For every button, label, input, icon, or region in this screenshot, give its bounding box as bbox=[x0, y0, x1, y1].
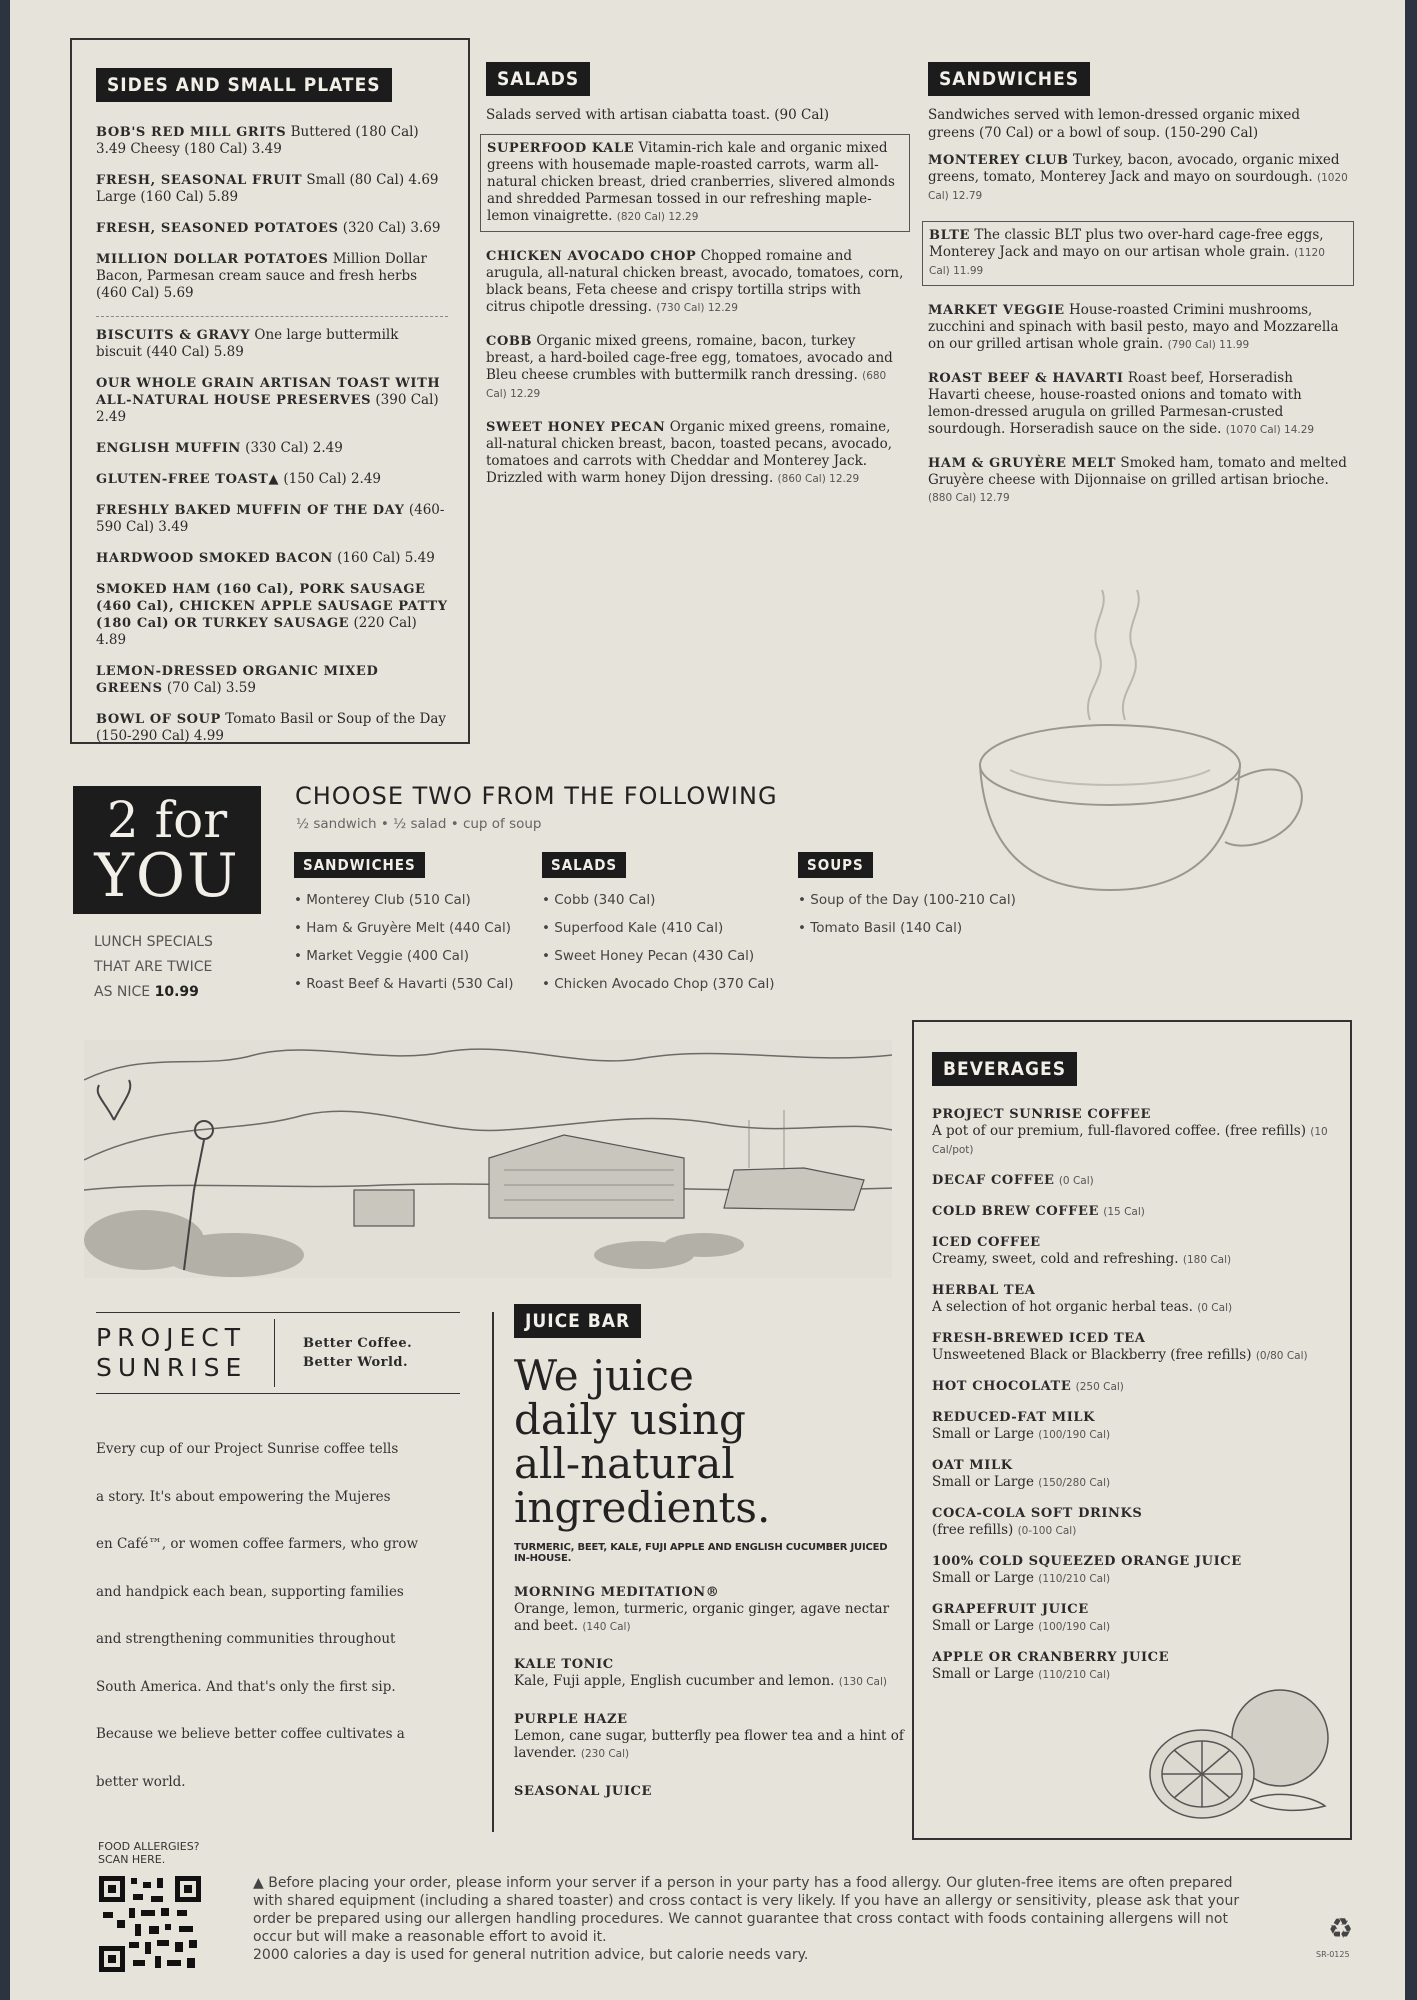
beverage-item bbox=[932, 1330, 1332, 1365]
sandwich-item-price: (790 Cal) 11.99 bbox=[1167, 339, 1250, 351]
juice-subline: TURMERIC, BEET, KALE, FUJI APPLE AND ENGLISH CUCUMBER JUICED IN-HOUSE. bbox=[514, 1542, 888, 1564]
sandwich-item-name: ROAST BEEF & HAVARTI bbox=[928, 371, 1124, 386]
beverage-item bbox=[932, 1234, 1332, 1269]
project-sunrise-section bbox=[96, 1312, 460, 1806]
two-for-you-title: CHOOSE TWO FROM THE FOLLOWING bbox=[295, 782, 778, 810]
beverages-header: BEVERAGES bbox=[932, 1052, 1077, 1086]
recycle-icon: ♻ bbox=[1328, 1912, 1354, 1945]
project-line: en Café™, or women coffee farmers, who grow bbox=[96, 1536, 419, 1552]
two-for-you-soups bbox=[798, 852, 1016, 942]
sandwich-item-desc: Smoked ham, tomato and melted Gruyère cheese with Dijonnaise on grilled artisan brioche. bbox=[928, 455, 1347, 488]
juice-item-desc: Kale, Fuji apple, English cucumber and lemon. bbox=[514, 1673, 835, 1689]
beverage-name: COCA-COLA SOFT DRINKS bbox=[932, 1506, 1143, 1521]
salads-list bbox=[486, 134, 904, 488]
juice-item bbox=[514, 1783, 904, 1800]
footnote-line: ▲ Before placing your order, please inform your server if a person in your party has a food allergy. Our gluten-free items are often prepared bbox=[253, 1875, 1233, 1891]
side-item-detail: (70 Cal) 3.59 bbox=[166, 680, 256, 696]
beverage-cal: (100/190 Cal) bbox=[1038, 1429, 1111, 1441]
salad-item-price: (860 Cal) 12.29 bbox=[777, 473, 860, 485]
tfy-soups-header: SOUPS bbox=[798, 852, 873, 878]
juice-bar-header: JUICE BAR bbox=[514, 1304, 641, 1338]
coffee-farm-illustration bbox=[84, 1040, 892, 1278]
juice-item-cal: (130 Cal) bbox=[838, 1676, 887, 1688]
beverage-item bbox=[932, 1601, 1332, 1636]
sides-list bbox=[96, 124, 448, 745]
side-item-name: SMOKED HAM (160 Cal), PORK SAUSAGE (460 Cal), CHICKEN APPLE SAUSAGE PATTY (180 Cal) OR TURKEY SAUSAGE bbox=[96, 582, 448, 631]
salad-item-desc: Organic mixed greens, romaine, all-natural chicken breast, bacon, toasted pecans, avocado, tomatoes and carrots with Cheddar and Monterey Jack. Drizzled with warm honey Dijon dressing. bbox=[486, 419, 893, 486]
side-item bbox=[96, 711, 448, 745]
beverage-name: PROJECT SUNRISE COFFEE bbox=[932, 1107, 1151, 1122]
juice-item bbox=[514, 1584, 904, 1636]
two-for-you-salads bbox=[542, 852, 775, 998]
project-title bbox=[96, 1319, 275, 1387]
sandwich-item-price: (1020 Cal) 12.79 bbox=[928, 172, 1348, 202]
side-item bbox=[96, 581, 448, 649]
juice-headline-2: daily using bbox=[514, 1395, 746, 1444]
beverage-item bbox=[932, 1649, 1332, 1684]
project-line: and strengthening communities throughout bbox=[96, 1631, 396, 1647]
side-item bbox=[96, 550, 448, 567]
project-description bbox=[96, 1426, 460, 1806]
allergy-prompt bbox=[98, 1840, 200, 1866]
beverages-panel bbox=[912, 1020, 1352, 1840]
beverage-cal: (150/280 Cal) bbox=[1038, 1477, 1111, 1489]
beverage-item bbox=[932, 1505, 1332, 1540]
beverage-cal: (250 Cal) bbox=[1075, 1381, 1124, 1393]
salad-item bbox=[480, 134, 910, 232]
beverage-cal: (10 Cal/pot) bbox=[932, 1126, 1328, 1156]
side-item bbox=[96, 124, 448, 158]
footnote-line: with shared equipment (including a shared toaster) and cross contact is very likely. If you have an allergy or sensitivity, please ask that your bbox=[253, 1893, 1240, 1909]
project-line: Every cup of our Project Sunrise coffee tells bbox=[96, 1441, 399, 1457]
tfy-option: • Sweet Honey Pecan (430 Cal) bbox=[542, 948, 755, 964]
juice-item-detail bbox=[514, 1601, 904, 1636]
project-title-block bbox=[96, 1312, 460, 1394]
menu-page bbox=[10, 0, 1405, 2000]
side-item bbox=[96, 251, 448, 302]
side-item-detail: (160 Cal) 5.49 bbox=[337, 550, 435, 566]
juice-headline-3: all-natural bbox=[514, 1439, 735, 1488]
salad-item-price: (730 Cal) 12.29 bbox=[656, 302, 738, 314]
beverage-cal: (15 Cal) bbox=[1103, 1206, 1145, 1218]
project-line: Because we believe better coffee cultivates a bbox=[96, 1726, 405, 1742]
juice-bar-section bbox=[514, 1304, 904, 1820]
side-item-name: LEMON-DRESSED ORGANIC MIXED GREENS bbox=[96, 664, 379, 696]
tfy-option: • Monterey Club (510 Cal) bbox=[294, 892, 471, 908]
sandwich-item-name: MARKET VEGGIE bbox=[928, 303, 1065, 318]
side-item-name: ENGLISH MUFFIN bbox=[96, 441, 241, 456]
beverage-name: ICED COFFEE bbox=[932, 1235, 1041, 1250]
juice-item-desc: Orange, lemon, turmeric, organic ginger, agave nectar and beet. bbox=[514, 1601, 890, 1634]
juice-item-cal: (230 Cal) bbox=[580, 1748, 630, 1760]
tfy-soups-list bbox=[798, 886, 1016, 942]
salad-item bbox=[486, 419, 904, 488]
sandwich-item-price: (1070 Cal) 14.29 bbox=[1225, 424, 1315, 436]
beverage-cal: (0 Cal) bbox=[1197, 1302, 1233, 1314]
sides-panel bbox=[70, 38, 470, 744]
tagline-line-1: LUNCH SPECIALS bbox=[94, 934, 213, 950]
side-item-detail: (330 Cal) 2.49 bbox=[245, 440, 343, 456]
juice-item bbox=[514, 1711, 904, 1763]
beverage-name: APPLE OR CRANBERRY JUICE bbox=[932, 1650, 1170, 1665]
juice-item-name: PURPLE HAZE bbox=[514, 1712, 628, 1727]
salads-intro: Salads served with artisan ciabatta toast. (90 Cal) bbox=[486, 107, 829, 123]
footnote-line: 2000 calories a day is used for general nutrition advice, but calorie needs vary. bbox=[253, 1947, 809, 1963]
logo-line-1: 2 for bbox=[106, 791, 228, 849]
sandwich-item-name: MONTEREY CLUB bbox=[928, 153, 1069, 168]
beverage-item bbox=[932, 1553, 1332, 1588]
beverage-name: DECAF COFFEE bbox=[932, 1173, 1055, 1188]
project-title-line-1: PROJECT bbox=[96, 1323, 247, 1352]
side-item-name: FRESH, SEASONAL FRUIT bbox=[96, 173, 303, 188]
tagline-line-2: THAT ARE TWICE bbox=[94, 959, 213, 975]
side-item bbox=[96, 375, 448, 426]
salad-item-name: COBB bbox=[486, 334, 533, 349]
tagline-line-3: AS NICE 10.99 bbox=[94, 984, 199, 1000]
coffee-cup-illustration bbox=[970, 580, 1360, 900]
side-item-detail: (320 Cal) 3.69 bbox=[342, 220, 441, 236]
side-item bbox=[96, 471, 448, 488]
salads-section bbox=[486, 62, 904, 504]
sandwiches-section bbox=[928, 62, 1348, 523]
side-item-name: FRESHLY BAKED MUFFIN OF THE DAY bbox=[96, 503, 405, 518]
side-item-detail: (220 Cal) 4.89 bbox=[96, 615, 417, 648]
side-item-detail: Buttered (180 Cal) 3.49 Cheesy (180 Cal) 3.49 bbox=[96, 124, 419, 157]
sides-header: SIDES AND SMALL PLATES bbox=[96, 68, 392, 102]
project-tagline-2: Better World. bbox=[303, 1355, 409, 1370]
tfy-option: • Ham & Gruyère Melt (440 Cal) bbox=[294, 920, 511, 936]
juice-item-name: MORNING MEDITATION® bbox=[514, 1585, 720, 1600]
salad-item bbox=[486, 248, 904, 317]
tfy-salads-header: SALADS bbox=[542, 852, 626, 878]
salad-item-name: CHICKEN AVOCADO CHOP bbox=[486, 249, 697, 264]
beverage-desc: (free refills) bbox=[932, 1522, 1014, 1538]
beverage-desc: Small or Large bbox=[932, 1426, 1034, 1442]
beverage-name: COLD BREW COFFEE bbox=[932, 1204, 1099, 1219]
sandwich-item-price: (880 Cal) 12.79 bbox=[928, 492, 1010, 504]
sandwiches-header: SANDWICHES bbox=[928, 62, 1090, 96]
beverage-item bbox=[932, 1457, 1332, 1492]
tfy-option: • Cobb (340 Cal) bbox=[542, 892, 656, 908]
sandwich-item-desc: Turkey, bacon, avocado, organic mixed greens, tomato, Monterey Jack and mayo on sourdough. bbox=[928, 152, 1340, 185]
tfy-option: • Tomato Basil (140 Cal) bbox=[798, 920, 963, 936]
juice-item-name: KALE TONIC bbox=[514, 1657, 614, 1672]
side-item-name: BISCUITS & GRAVY bbox=[96, 328, 251, 343]
beverage-item bbox=[932, 1172, 1332, 1190]
sandwich-item bbox=[928, 302, 1348, 354]
sandwich-item bbox=[928, 455, 1348, 507]
beverage-name: HERBAL TEA bbox=[932, 1283, 1036, 1298]
side-item-name: HARDWOOD SMOKED BACON bbox=[96, 551, 333, 566]
side-item-detail: Million Dollar Bacon, Parmesan cream sauce and fresh herbs (460 Cal) 5.69 bbox=[96, 251, 427, 301]
side-item bbox=[96, 440, 448, 457]
beverage-name: 100% COLD SQUEEZED ORANGE JUICE bbox=[932, 1554, 1242, 1569]
side-item bbox=[96, 220, 448, 237]
beverage-cal: (110/210 Cal) bbox=[1038, 1573, 1111, 1585]
beverage-desc: Small or Large bbox=[932, 1618, 1034, 1634]
beverage-item bbox=[932, 1378, 1332, 1396]
beverage-cal: (0-100 Cal) bbox=[1017, 1525, 1077, 1537]
tfy-sandwiches-list bbox=[294, 886, 514, 998]
beverage-cal: (0/80 Cal) bbox=[1255, 1350, 1308, 1362]
beverage-name: FRESH-BREWED ICED TEA bbox=[932, 1331, 1146, 1346]
project-title-line-2: SUNRISE bbox=[96, 1353, 248, 1382]
beverage-name: REDUCED-FAT MILK bbox=[932, 1410, 1096, 1425]
salad-item-desc: Organic mixed greens, romaine, bacon, turkey breast, a hard-boiled cage-free egg, tomatoes, avocado and Bleu cheese crumbles with buttermilk ranch dressing. bbox=[486, 333, 893, 383]
tfy-option: • Roast Beef & Havarti (530 Cal) bbox=[294, 976, 514, 992]
side-item-detail: (150 Cal) 2.49 bbox=[283, 471, 381, 487]
project-line: better world. bbox=[96, 1773, 186, 1790]
beverage-name: OAT MILK bbox=[932, 1458, 1013, 1473]
dashed-divider bbox=[96, 316, 448, 317]
side-item bbox=[96, 663, 448, 697]
logo-line-2: YOU bbox=[94, 841, 240, 911]
allergen-footnote bbox=[253, 1874, 1293, 1964]
juice-item-name: SEASONAL JUICE bbox=[514, 1784, 652, 1799]
sandwich-item-desc: Roast beef, Horseradish Havarti cheese, house-roasted onions and tomato with lemon-dressed arugula on grilled Parmesan-crusted sourdough. Horseradish sauce on the side. bbox=[928, 370, 1302, 437]
side-item-name: FRESH, SEASONED POTATOES bbox=[96, 221, 339, 236]
juice-item-detail bbox=[514, 1673, 904, 1691]
beverage-item bbox=[932, 1409, 1332, 1444]
side-item-detail: One large buttermilk biscuit (440 Cal) 5.89 bbox=[96, 327, 399, 360]
beverage-desc: Small or Large bbox=[932, 1666, 1034, 1682]
two-for-you-tagline bbox=[94, 930, 213, 1005]
side-item bbox=[96, 502, 448, 536]
salad-item-name: SUPERFOOD KALE bbox=[487, 141, 635, 156]
salads-header: SALADS bbox=[486, 62, 590, 96]
sandwich-item bbox=[928, 370, 1348, 439]
tfy-option: • Market Veggie (400 Cal) bbox=[294, 948, 469, 964]
beverage-desc: Small or Large bbox=[932, 1474, 1034, 1490]
juice-item-detail bbox=[514, 1728, 904, 1763]
allergy-line-1: FOOD ALLERGIES? bbox=[98, 1840, 200, 1853]
side-item-name: BOB'S RED MILL GRITS bbox=[96, 125, 287, 140]
project-line: South America. And that's only the first sip. bbox=[96, 1678, 396, 1695]
beverage-item bbox=[932, 1203, 1332, 1221]
beverages-list bbox=[932, 1106, 1332, 1684]
side-item-detail: (390 Cal) 2.49 bbox=[96, 392, 439, 425]
tfy-sandwiches-header: SANDWICHES bbox=[294, 852, 425, 878]
two-for-you-sandwiches bbox=[294, 852, 514, 998]
beverage-item bbox=[932, 1282, 1332, 1317]
juice-headline-4: ingredients. bbox=[514, 1483, 771, 1532]
side-item-name: MILLION DOLLAR POTATOES bbox=[96, 252, 329, 267]
salad-item-price: (820 Cal) 12.29 bbox=[616, 211, 699, 223]
project-line: a story. It's about empowering the Mujeres bbox=[96, 1488, 391, 1505]
side-item-name: OUR WHOLE GRAIN ARTISAN TOAST WITH ALL-NATURAL HOUSE PRESERVES bbox=[96, 376, 441, 408]
sandwich-item-name: BLTE bbox=[929, 228, 971, 243]
sandwich-item bbox=[922, 221, 1354, 286]
two-for-you-price: 10.99 bbox=[154, 984, 199, 1000]
beverage-desc: Creamy, sweet, cold and refreshing. bbox=[932, 1251, 1179, 1267]
beverage-desc: Small or Large bbox=[932, 1570, 1034, 1586]
side-item-detail: Tomato Basil or Soup of the Day (150-290 Cal) 4.99 bbox=[96, 711, 447, 744]
sandwich-item-desc: The classic BLT plus two over-hard cage-free eggs, Monterey Jack and mayo on our artisan whole grain. bbox=[929, 227, 1324, 260]
project-tagline bbox=[275, 1334, 412, 1372]
juice-headline-1: We juice bbox=[514, 1351, 694, 1400]
side-item bbox=[96, 327, 448, 361]
tfy-option: • Chicken Avocado Chop (370 Cal) bbox=[542, 976, 775, 992]
two-for-you-subtitle: ½ sandwich • ½ salad • cup of soup bbox=[296, 816, 542, 832]
tfy-salads-list bbox=[542, 886, 775, 998]
salad-item-desc: Chopped romaine and arugula, all-natural chicken breast, avocado, tomatoes, corn, black beans, Feta cheese and crispy tortilla strips with citrus chipotle dressing. bbox=[486, 248, 904, 315]
footnote-line: occur but will make a reasonable effort to avoid it. bbox=[253, 1929, 607, 1945]
side-item-detail: Small (80 Cal) 4.69 Large (160 Cal) 5.89 bbox=[96, 172, 439, 205]
juice-item-desc: Lemon, cane sugar, butterfly pea flower tea and a hint of lavender. bbox=[514, 1728, 904, 1761]
sandwiches-list bbox=[928, 152, 1348, 507]
salad-item-desc: Vitamin-rich kale and organic mixed greens with housemade maple-roasted carrots, warm all-natural chicken breast, dried cranberries, slivered almonds and shredded Parmesan tossed in our refreshing maple-lemon vinaigrette. bbox=[487, 140, 895, 224]
sandwich-item-name: HAM & GRUYÈRE MELT bbox=[928, 456, 1117, 471]
allergy-line-2: SCAN HERE. bbox=[98, 1853, 166, 1866]
beverage-desc: A selection of hot organic herbal teas. bbox=[932, 1299, 1193, 1315]
beverage-cal: (100/190 Cal) bbox=[1038, 1621, 1111, 1633]
salad-item bbox=[486, 333, 904, 403]
beverage-name: GRAPEFRUIT JUICE bbox=[932, 1602, 1089, 1617]
salad-item-name: SWEET HONEY PECAN bbox=[486, 420, 666, 435]
menu-code: SR-0125 bbox=[1316, 1950, 1350, 1959]
beverage-cal: (180 Cal) bbox=[1182, 1254, 1232, 1266]
salad-item-price: (680 Cal) 12.29 bbox=[486, 370, 887, 400]
juice-headline bbox=[514, 1351, 904, 1532]
side-item-detail: (460-590 Cal) 3.49 bbox=[96, 502, 445, 535]
beverage-cal: (110/210 Cal) bbox=[1038, 1669, 1111, 1681]
side-item-name: BOWL OF SOUP bbox=[96, 712, 221, 727]
sandwich-item bbox=[928, 152, 1348, 205]
sandwich-item-desc: House-roasted Crimini mushrooms, zucchini and spinach with basil pesto, mayo and Mozzarella on our grilled artisan whole grain. bbox=[928, 302, 1339, 352]
beverage-desc: A pot of our premium, full-flavored coffee. (free refills) bbox=[932, 1123, 1306, 1139]
project-line: and handpick each bean, supporting families bbox=[96, 1583, 404, 1600]
project-tagline-1: Better Coffee. bbox=[303, 1336, 413, 1351]
juice-divider bbox=[492, 1312, 494, 1832]
beverage-name: HOT CHOCOLATE bbox=[932, 1379, 1072, 1394]
side-item bbox=[96, 172, 448, 206]
juice-item bbox=[514, 1656, 904, 1691]
beverage-item bbox=[932, 1106, 1332, 1159]
juice-list bbox=[514, 1584, 904, 1800]
citrus-illustration bbox=[1140, 1688, 1340, 1828]
qr-code[interactable] bbox=[99, 1876, 201, 1972]
juice-item-cal: (140 Cal) bbox=[582, 1621, 631, 1633]
side-item-name: GLUTEN-FREE TOAST▲ bbox=[96, 472, 280, 487]
two-for-you-logo bbox=[73, 786, 261, 914]
sandwiches-intro: Sandwiches served with lemon-dressed organic mixed greens (70 Cal) or a bowl of soup. (150-290 Cal) bbox=[928, 107, 1301, 141]
beverage-cal: (0 Cal) bbox=[1058, 1175, 1094, 1187]
tfy-option: • Superfood Kale (410 Cal) bbox=[542, 920, 724, 936]
beverage-desc: Unsweetened Black or Blackberry (free refills) bbox=[932, 1347, 1252, 1363]
sandwich-item-price: (1120 Cal) 11.99 bbox=[929, 247, 1325, 277]
footnote-line: order be prepared using our allergen handling procedures. We cannot guarantee that cross contact with foods containing allergens will not bbox=[253, 1911, 1228, 1927]
tfy-option: • Soup of the Day (100-210 Cal) bbox=[798, 892, 1016, 908]
